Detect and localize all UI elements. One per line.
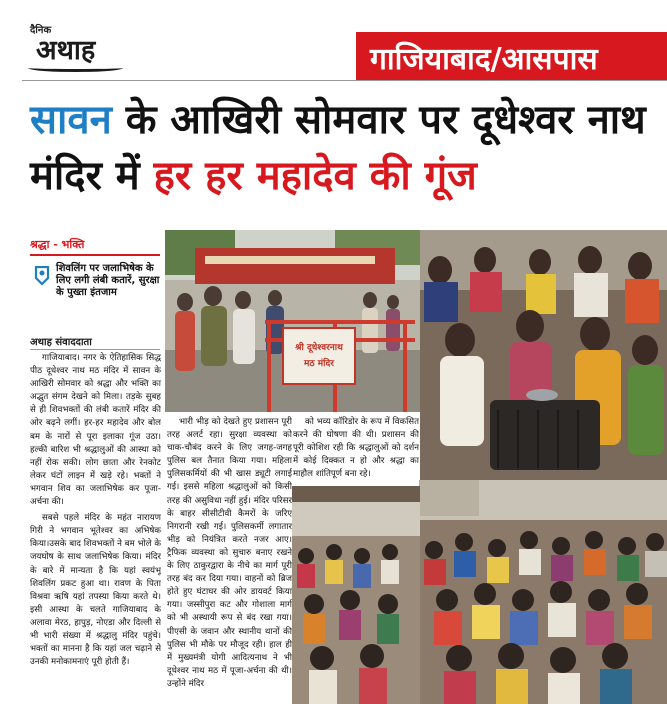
kicker-divider [30, 254, 160, 256]
section-title: गाजियाबाद/आसपास [370, 42, 598, 77]
kicker-label: श्रद्धा - भक्ति [30, 238, 85, 251]
headline-black-part: के आखिरी सोमवार पर दूधेश्वर नाथ मंदिर में [30, 96, 646, 199]
temple-sign-line1: श्री दूधेश्वरनाथ [295, 343, 343, 353]
pin-icon [33, 266, 51, 288]
byline-divider [30, 349, 160, 350]
photo-crowd [419, 480, 667, 704]
photo-queue [292, 486, 420, 704]
article-column-1 [30, 352, 161, 704]
masthead [0, 0, 667, 80]
logo-small-text: दैनिक [30, 25, 52, 36]
paragraph: सबसे पहले मंदिर के महंत नारायण गिरी ने भगवान भूतेश्वर का अभिषेक किया।उसके बाद शिवभक्तों ने बम भोले के जयघोष के साथ जलाभिषेक किया। मंदिर के बारे में मान्यता है कि यहां स्वयंभू शिवलिंग प्रकट हुआ था। रावण के पिता विश्रवा ऋषि यहां तपस्या किया करते थे। इसी आस्था के चलते गाजियाबाद के अलावा मेरठ, हापुड़, नोएडा और दिल्ली से भी भारी संख्या में श्रद्धालु मंदिर पहुंचे। भक्तों का मानना है कि यहां जल चढ़ाने से उनकी मनोकामनाएं पूरी होती हैं। [30, 513, 161, 668]
logo-swoosh [28, 64, 123, 72]
photo-devotees-abhishek [420, 230, 667, 480]
paragraph: को भव्य कॉरिडोर के रूप में विकसित करने की घोषणा की थी। प्रशासन की पूरी कोशिश रही कि श्रद्धालुओं को दर्शन में कोई दिक्कत न हो और श्रद्धा का माहौल शांतिपूर्ण बना रहे। [293, 417, 419, 480]
headline-red-part: हर हर महादेव की गूंज [153, 152, 477, 199]
headline-blue-part: सावन [30, 96, 112, 143]
newspaper-logo [22, 22, 140, 78]
headline [30, 92, 660, 204]
paragraph: गाजियाबाद। नगर के ऐतिहासिक सिद्ध पीठ दूधेश्वर नाथ मठ मंदिर में सावन के आखिरी सोमवार को श्रद्धा और भक्ति का अद्भुत संगम देखने को मिला। तड़के सुबह से ही शिवभक्तों की लंबी कतारें मंदिर की ओर बढ़ने लगीं। हर-हर महादेव और बोल बम के नारों से पूरा इलाका गूंज उठा। हल्की बारिश भी श्रद्धालुओं की आस्था को नहीं रोक सकी। लोग छाता और रेनकोट लेकर घंटों लाइन में खड़े रहे। भक्तों ने भगवान शिव का जलाभिषेक कर पूजा-अर्चना की। [30, 353, 161, 508]
paragraph: भारी भीड़ को देखते हुए प्रशासन पूरी तरह अलर्ट रहा। सुरक्षा व्यवस्था को चाक-चौबंद करने के लिए जगह-जगह पुलिस बल तैनात किया गया। महिला पुलिसकर्मियों की भी खास ड्यूटी लगाई गई। इससे महिला श्रद्धालुओं को किसी तरह की असुविधा नहीं हुई। मंदिर परिसर के बाहर सीसीटीवी कैमरों के जरिए निगरानी रखी गई। पुलिसकर्मी लगातार भीड़ को नियंत्रित करते नजर आए। ट्रैफिक व्यवस्था को सुचारु बनाए रखने के लिए ठाकुरद्वारा के नीचे का मार्ग पूरी तरह बंद कर दिया गया। वाहनों को ब्रिज होते हुए घंटाघर की ओर डायवर्ट किया गया। जस्सीपुरा कट और गोशाला मार्ग को भी अस्थायी रूप से बंद रखा गया। पीएसी के जवान और स्थानीय थानों की पुलिस भी मौके पर मौजूद रही। हाल ही में मुख्यमंत्री योगी आदित्यनाथ ने भी दूधेश्वर नाथ मठ में पूजा-अर्चना की थी। उन्होंने मंदिर [167, 417, 292, 689]
article-column-3 [293, 416, 419, 486]
subheading: शिवलिंग पर जलाभिषेक के लिए लगी लंबी कतारें, सुरक्षा के पुख्ता इंतजाम [56, 263, 160, 298]
temple-sign-line2: मठ मंदिर [304, 359, 334, 369]
article-column-2 [167, 416, 292, 704]
section-banner [356, 32, 667, 80]
photo-temple-entrance [165, 230, 420, 412]
top-divider [22, 80, 667, 81]
byline: अथाह संवाददाता [30, 337, 92, 348]
logo-main-text: अथाह [36, 35, 96, 66]
